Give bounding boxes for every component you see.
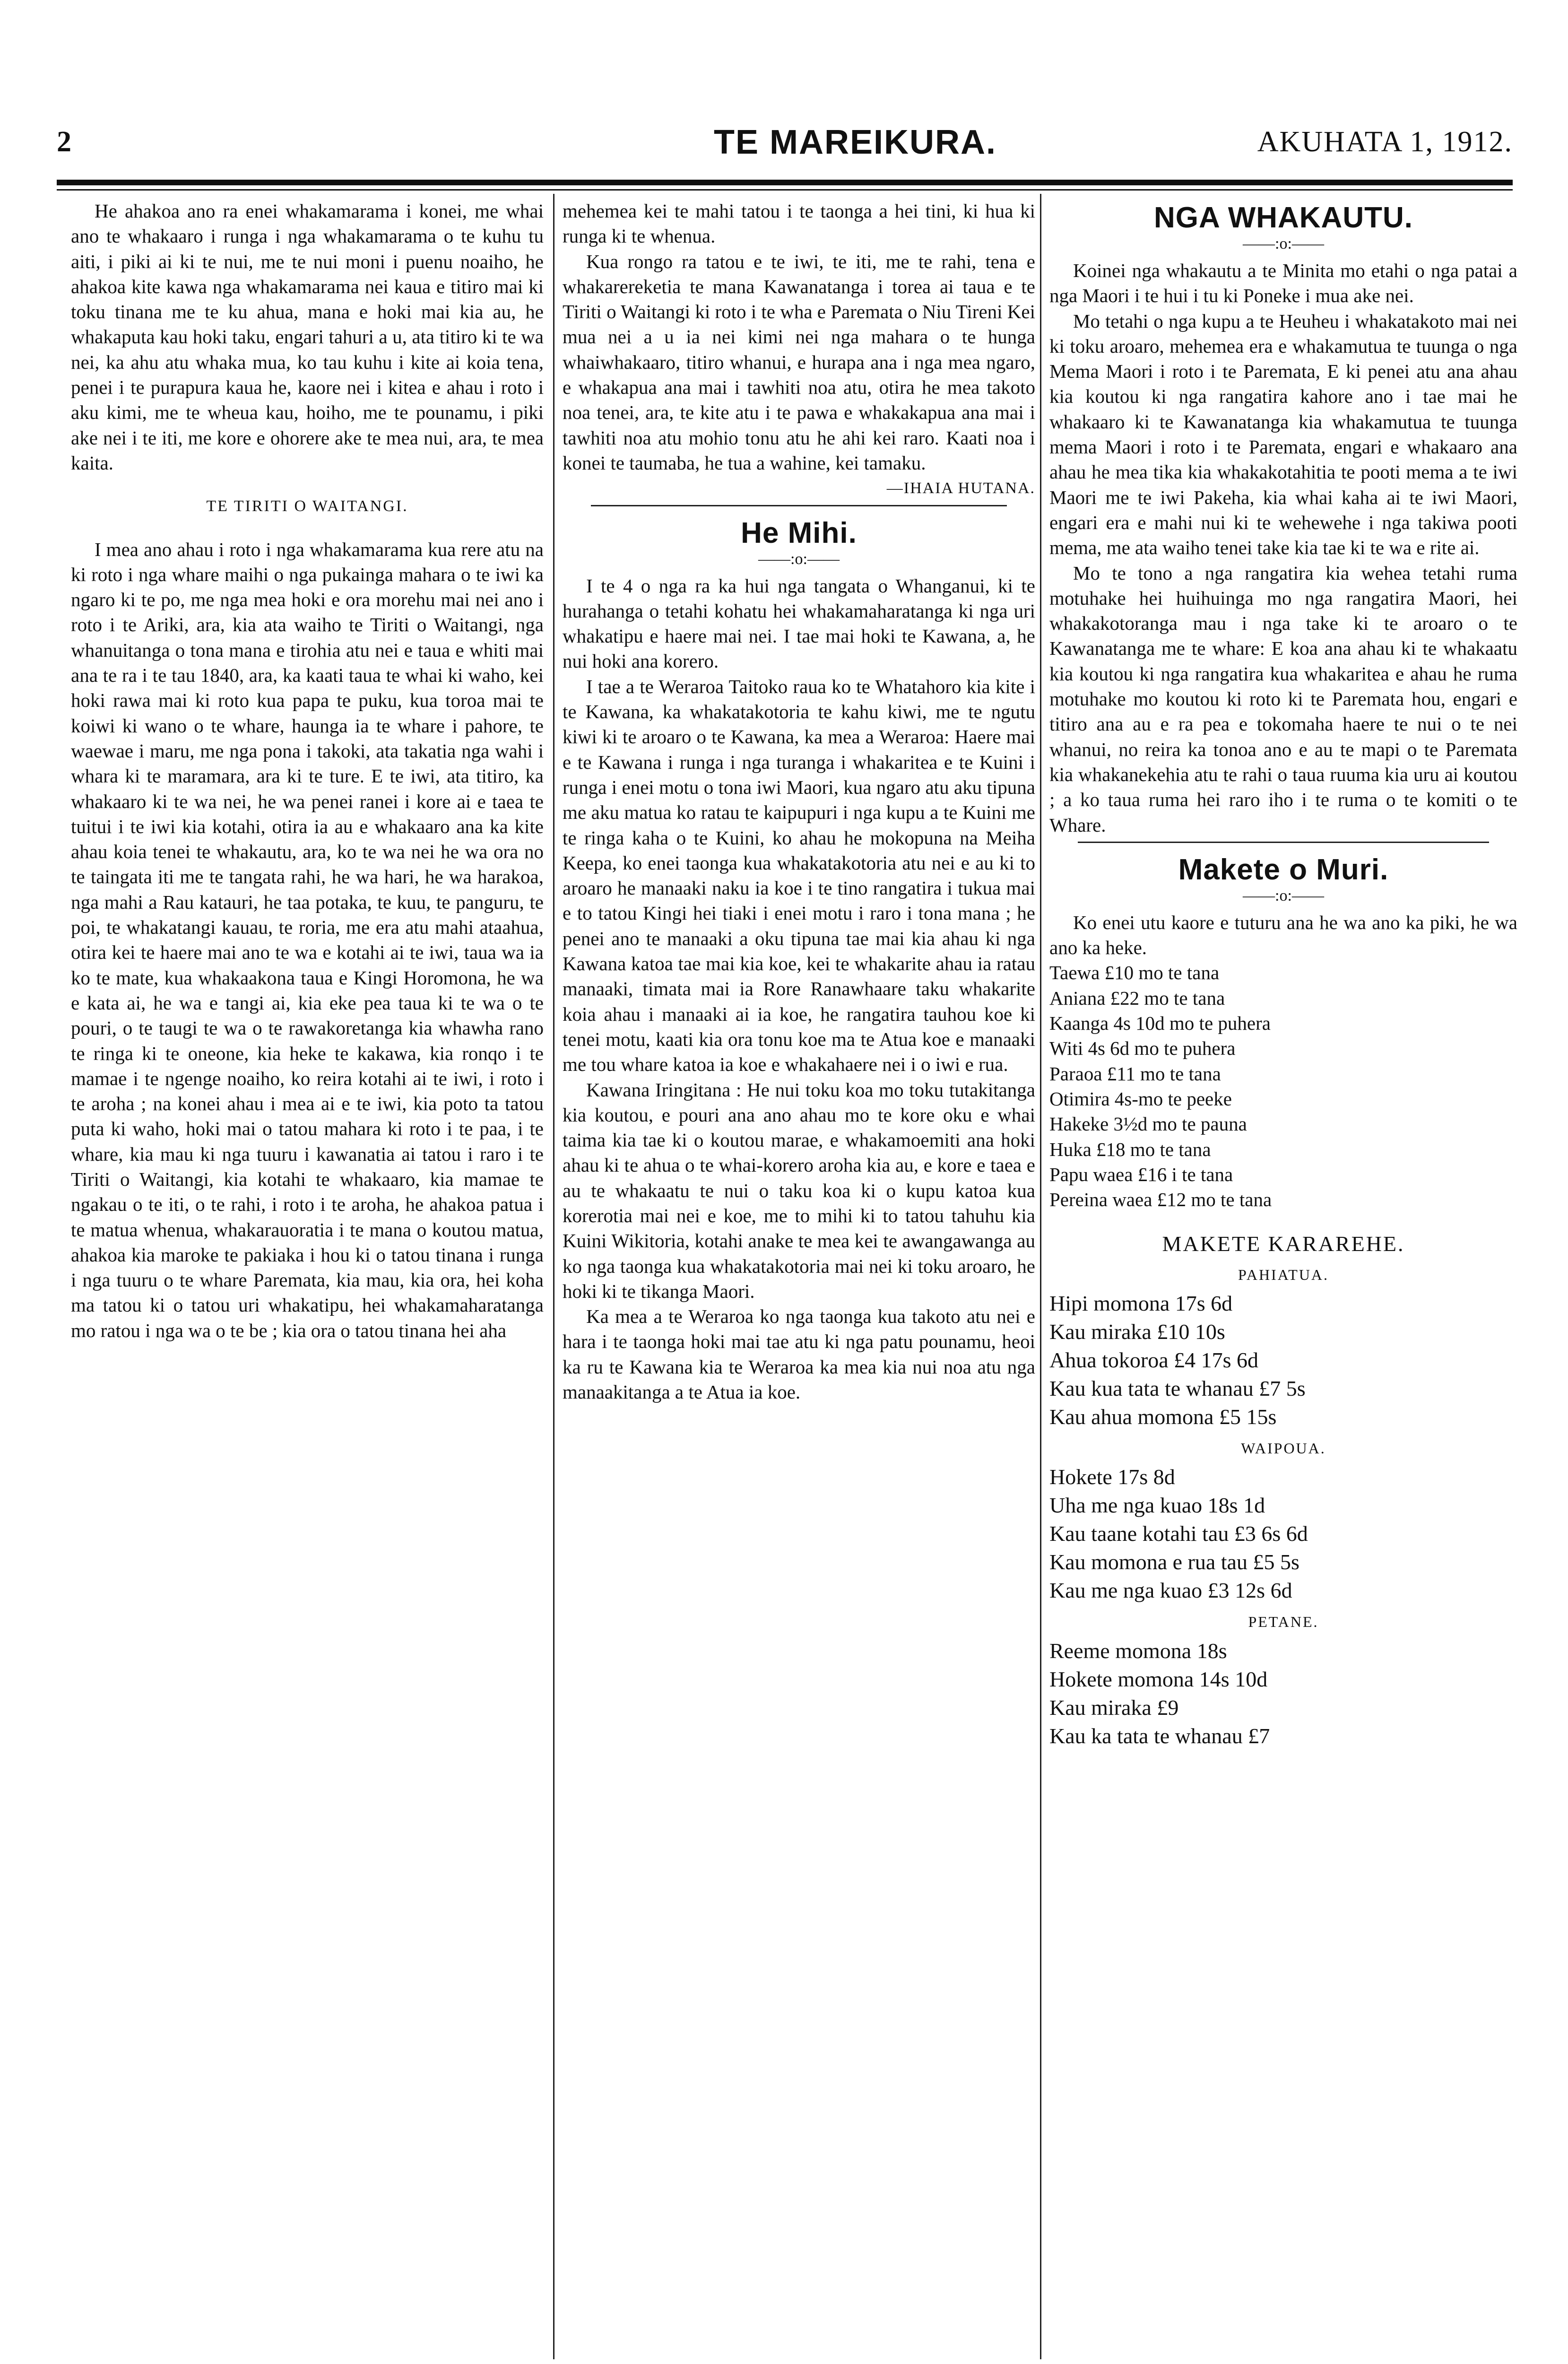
article-paragraph: I te 4 o nga ra ka hui nga tangata o Whanganui, ki te hurahanga o tetahi kohatu hei whakamaharatanga ki nga uri whakatipu e haere mai nei. I tae mai hoki te Kawana, a, he nui hoki ana korero. xyxy=(563,574,1035,672)
price-item: Hokete 17s 8d xyxy=(1049,1465,1175,1489)
price-item: Hipi momona 17s 6d xyxy=(1049,1291,1233,1315)
price-item: Pereina waea £12 mo te tana xyxy=(1049,1189,1272,1211)
column-3 xyxy=(1049,199,1517,1750)
price-item: Ahua tokoroa £4 17s 6d xyxy=(1049,1347,1259,1372)
price-item: Kaanga 4s 10d mo te puhera xyxy=(1049,1012,1271,1034)
market-place: PAHIATUA. xyxy=(1238,1266,1329,1283)
market-place: PETANE. xyxy=(1248,1613,1319,1631)
price-list xyxy=(1049,1637,1517,1750)
article-paragraph: Kawana Iringitana : He nui toku koa mo toku tutakitanga kia koutou, e pouri ana ano ahau mo te kore oku e whai taima kia tae ki o koutou marae, e whakamoemiti ana hoki ahau ki te ahua o te whai-korero aroha kia au, e kore e taea e au te whakaatu te nui o taku koa ki o kupu katoa kua korerotia mai nei e koe, me to mihi ki to tatou tahuhu kia Kuini Wikitoria, kotahi anake te mea kei te awangawanga au ko nga taonga kua whakatakotoria mai nei ki toku aroaro, he hoki ki te tikanga Maori. xyxy=(563,1078,1035,1302)
market-intro: Ko enei utu kaore e tuturu ana he wa ano ka piki, he wa ano ka heke. xyxy=(1049,911,1517,959)
masthead-rule-thick xyxy=(57,180,1513,185)
author-signature: —IHAIA HUTANA. xyxy=(886,479,1035,497)
price-item: Kau ka tata te whanau £7 xyxy=(1049,1723,1270,1748)
column-2 xyxy=(563,199,1035,1405)
price-item: Kau momona e rua tau £5 5s xyxy=(1049,1550,1299,1574)
price-item: Reeme momona 18s xyxy=(1049,1638,1227,1663)
newspaper-title: TE MAREIKURA. xyxy=(714,123,996,161)
column-divider-1 xyxy=(553,194,554,2359)
article-paragraph: I mea ano ahau i roto i nga whakamarama kua rere atu na ki roto i nga whare maihi o nga pukainga mahara o te iwi ka ngaro ki te po, me nga mea hoki e ora morehu mai nei ano i roto i te Ariki, ara, kia ata waiho te Tiriti o Waitangi, nga whanuitanga o tona mana e tirohia atu nei e taua e whiti mai ana te ra i te tau 1840, ara, ka kaati taua te whai ki waho, kei hoki rawa mai ki roto kua papa te puku, kua toroa mai te koiwi ki wano o te whare, haunga ia te whare i pahore, te waewae i maru, me nga pona i takoki, ata takatia nga wahi i whara ki te maramara, ara ki te ture. E te iwi, ata titiro, ka whakaaro ki te wa nei, he wa penei ranei i kore ai e taea te tuitui i te iwi kia kotahi, otira ia au e whakaaro ana ka kite ahau koia tenei te whakautu, ara, ko te wa nei he wa ora no te taingata iti me te tangata rahi, he wa hari, he wa harakoa, nga mahi a Rau katauri, he taa potaka, te kuu, te panguru, te poi, te whakatangi kauau, te roria, me era atu mahi ataahua, otira kei te haere mai ano te wa e kotahi ai te iwi, taua wa ia ko te mate, kua whakaakona taua e Kingi Horomona, he wa e kata ai, he wa e tangi ai, kia eke pea taua ki te wa o te pouri, o te taugi te wa o te rawakoretanga kia whawha rano te ringa ki te oneone, kia heke te kakawa, kia ronqo i te mamae i te ngenge noaiho, ko reira kotahi ai te iwi, i roto i te aroha ; na konei ahau i mea ai e te iwi, kia poto ta tatou puta ki waho, hoki mai o tatou mahara ki roto i te paa, i te whare, kia mau ki nga tuuru i kawanatia ai tatou i raro i te Tiriti o Waitangi, kia kotahi te whakaaro, kia mamae te ngakau o te iti, o te rahi, i roto i te aroha, he ahakoa patua i te matua whenua, whakarauoratia i te mana o koutou matua, ahakoa kia maroke te pakiaka i hou ki o tatou tinana i runga i nga tuuru o te whare Paremata, kia mau, kia ora, hei koha ma tatou ki o tatou uri whakatipu, hei whakamaharatanga mo ratou i nga wa o te be ; kia ora o tatou tinana hei aha xyxy=(71,538,544,1341)
section-rule xyxy=(591,505,1007,506)
price-item: Kau miraka £10 10s xyxy=(1049,1319,1225,1344)
price-item: Otimira 4s-mo te peeke xyxy=(1049,1087,1232,1110)
article-paragraph: Ka mea a te Weraroa ko nga taonga kua takoto atu nei e hara i te taonga hoki mai tae atu ki nga patu pounamu, heoi ka ru te Kawana kia te Weraroa ka mea kia nui noa atu nga manaakitanga a te Atua ia koe. xyxy=(563,1305,1035,1403)
section-heading: NGA WHAKAUTU. xyxy=(1154,201,1413,234)
heading-divider: ——:o:—— xyxy=(758,550,840,568)
price-item: Kau kua tata te whanau £7 5s xyxy=(1049,1376,1306,1400)
issue-date: AKUHATA 1, 1912. xyxy=(1257,126,1513,158)
price-item: Witi 4s 6d mo te puhera xyxy=(1049,1037,1236,1060)
article-paragraph: Kua rongo ra tatou e te iwi, te iti, me te rahi, tena e whakarereketia te mana Kawanatanga i torea ai taua e te Tiriti o Waitangi ki roto i te wha e Paremata o Niu Tireni Kei mua nei a u ia nei kimi nei nga mahara o te hunga whaiwhakaaro, titiro whanui, e hurapa ana i nga mea ngaro, e whakapua ana mai i tawhiti noa atu, otira he mea takoto noa tenei, ara, te kite atu i te pawa e whakakapua ana mai i tawhiti noa atu mohio tonu atu he ahi kei raro. Kaati noa i konei te taumaba, he tua a wahine, kei tamaku. xyxy=(563,250,1035,474)
price-item: Hokete momona 14s 10d xyxy=(1049,1667,1268,1691)
price-item: Uha me nga kuao 18s 1d xyxy=(1049,1493,1265,1518)
article-paragraph: Mo tetahi o nga kupu a te Heuheu i whakatakoto mai nei ki toku aroaro, mehemea era e whakamutua te tuunga o nga Mema Maori i roto i te Paremata, E ki penei atu ana ahau kia koutou ki nga rangatira kahore ano i tae mai he whakaaro ki te Kawanatanga kia whakamutua te tuunga mema Maori i roto i te Paremata, engari e whakaaro ana ahau he mea tika kia whakakotahitia te pooti mema a te iwi Maori me te iwi Pakeha, kia whai kaha ai te iwi Maori, engari era e mahi nui ki te wehewehe i nga takiwa pooti mema, me ata waiho tenei take kia tae ki te wa e rite ai. xyxy=(1049,310,1517,559)
price-item: Taewa £10 mo te tana xyxy=(1049,962,1220,984)
price-item: Papu waea £16 i te tana xyxy=(1049,1163,1233,1185)
price-item: Kau ahua momona £5 15s xyxy=(1049,1404,1277,1429)
article-paragraph: Mo te tono a nga rangatira kia wehea tetahi ruma motuhake hei huihuinga mo nga rangatira Maori, hei whakakotoranga mau i nga take ki te aroaro o te Kawanatanga me te whare: E koa ana ahau ki te whakaatu kia koutou ki nga rangatira kua whakaritea e ahau he ruma motuhake mo koutou ki roto ki te Paremata hou, engari e titiro ana au e ra pea e tokomaha haere te nui o te nei whanui, no reira ka tonoa ano e au te mapi o te Paremata kia whakanekehia atu te rahi o taua ruuma kia uru ai koutou ; a ko taua ruma hei raro iho i te ruma o te komiti o te Whare. xyxy=(1049,562,1517,836)
market-title: MAKETE KARAREHE. xyxy=(1162,1232,1405,1256)
price-item: Kau taane kotahi tau £3 6s 6d xyxy=(1049,1521,1308,1546)
price-item: Kau me nga kuao £3 12s 6d xyxy=(1049,1578,1292,1603)
article-paragraph: He ahakoa ano ra enei whakamarama i konei, me whai ano te whakaaro i runga i nga whakamarama o te kuhu tu aiti, i piki ai ki te nui, me te nui moni i puenu noaiho, he ahakoa kite kawa nga whakamarama nei kaua e titiro mai ki toku tinana me te ku ahua, mana e hoki mai kia au, he whakaputa kau hoki taku, engari tahuri a u, ata titiro ki te wa nei, ka ahu atu whaka mua, ko tau kuhu i kite ai koia tena, penei i te purapura kaua he, kaore nei i kitea e ahau i roto i aku kimi, me te wheua kau, hoiho, me te pounamu, i piki ake nei i te iti, me kore e ohorere ake te mea nui, ara, te mea kaita. xyxy=(71,200,544,474)
price-item: Kau miraka £9 xyxy=(1049,1695,1179,1720)
price-list xyxy=(1049,960,1517,1212)
section-rule xyxy=(1078,842,1489,843)
column-divider-2 xyxy=(1040,194,1041,2359)
heading-divider: ——:o:—— xyxy=(1243,235,1324,252)
heading-divider: ——:o:—— xyxy=(1243,886,1324,904)
price-item: Huka £18 mo te tana xyxy=(1049,1138,1211,1160)
page-number: 2 xyxy=(57,126,71,158)
section-heading: He Mihi. xyxy=(741,516,857,549)
market-place: WAIPOUA. xyxy=(1241,1439,1326,1457)
article-paragraph: I tae a te Weraroa Taitoko raua ko te Whatahoro kia kite i te Kawana, ka whakatakotoria te kahu kiwi, me te ngutu kiwi ki te aroaro o te Kawana, ka mea a Weraroa: Haere mai e te Kawana i runga i nga turanga i whakaritea e te Kuini i runga i enei motu o tona iwi Maori, kua ngaro atu aku tipuna me aku matua ko ratau te kaipupuri i nga kupu a te Kuini me te ringa kaha o te Kuini, ko ahau he mokopuna na Meiha Keepa, ko enei taonga kua whakatakotoria atu nei e au ki to aroaro he manaaki naku ia koe i te tino rangatira i tukua mai e to tatou Kingi hei tiaki i enei motu i raro i tona mana ; he penei ano te manaaki a oku tipuna tae mai kia ahau ki nga Kawana katoa tae mai kia koe, kei te whakarite ahau ia ratau manaaki, timata mai ia Rore Ranawhaare taku whakarite koia ahau i manaaki ai ia koe, he rangatira tauhou koe ki tenei motu, kaati kia ora tonu koe ma te Atua koe e manaaki me tou whare katoa ia koe e whakahaere nei i o iwi e rua. xyxy=(563,675,1035,1076)
masthead xyxy=(57,121,1513,173)
column-1 xyxy=(71,199,544,1343)
price-item: Paraoa £11 mo te tana xyxy=(1049,1062,1221,1085)
price-list xyxy=(1049,1463,1517,1605)
price-item: Hakeke 3½d mo te pauna xyxy=(1049,1113,1247,1135)
section-subhead: TE TIRITI O WAITANGI. xyxy=(206,497,408,515)
masthead-rule-thin xyxy=(57,189,1513,191)
article-paragraph: Koinei nga whakautu a te Minita mo etahi o nga patai a nga Maori i te hui i tu ki Poneke i mua ake nei. xyxy=(1049,260,1517,307)
price-item: Aniana £22 mo te tana xyxy=(1049,987,1225,1009)
price-list xyxy=(1049,1289,1517,1431)
section-heading: Makete o Muri. xyxy=(1178,853,1389,886)
article-paragraph: mehemea kei te mahi tatou i te taonga a hei tini, ki hua ki runga ki te whenua. xyxy=(563,200,1035,247)
